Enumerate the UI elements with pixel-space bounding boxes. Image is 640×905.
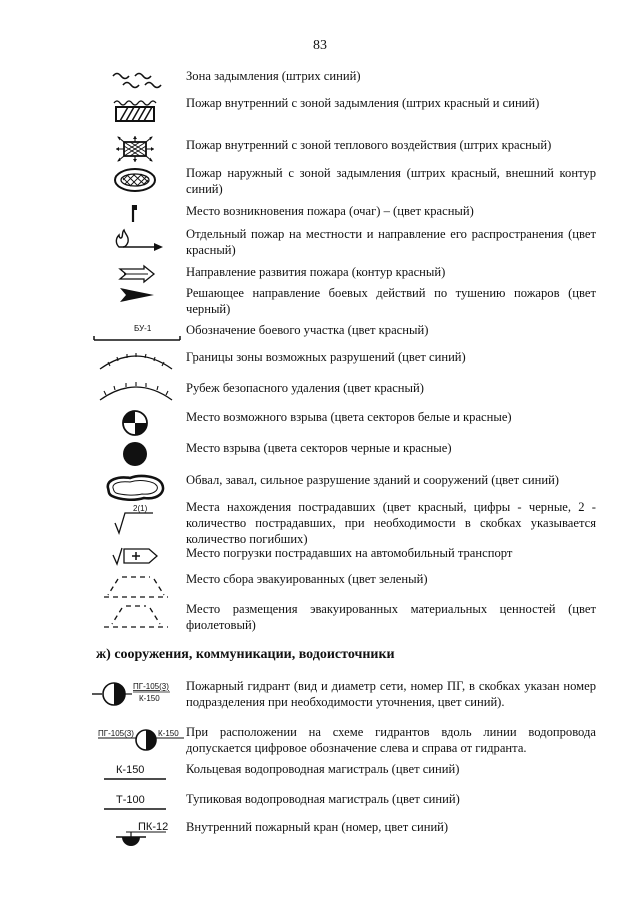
utility-text: Тупиковая водопроводная магистраль (цвет синий)	[186, 792, 460, 806]
combat-section-label: БУ-1	[134, 324, 152, 333]
legend-text: Обозначение боевого участка (цвет красный)	[186, 323, 429, 337]
direction-arrow-outline-icon	[92, 264, 178, 284]
legend-text: Пожар внутренний с зоной задымления (штрих красный и синий)	[186, 96, 540, 110]
legend-text: Обвал, завал, сильное разрушение зданий и сооружений (цвет синий)	[186, 473, 559, 487]
smoke-zone-icon	[92, 68, 178, 90]
ring-main-icon	[86, 761, 186, 785]
collapse-icon	[92, 472, 178, 502]
victims-loading-icon	[92, 545, 178, 567]
safe-distance-icon	[86, 380, 186, 404]
possible-explosion-icon	[92, 409, 178, 437]
utility-text: Кольцевая водопроводная магистраль (цвет синий)	[186, 762, 460, 776]
page-number: 83	[313, 38, 327, 53]
flag-icon	[92, 203, 178, 223]
deadend-main-icon	[86, 791, 186, 815]
victims-label: 2(1)	[133, 504, 148, 513]
fire-tap-icon	[86, 819, 186, 849]
utility-text: При расположении на схеме гидрантов вдоль линии водопровода допускается цифровое обозначение слева и справа от гидранта.	[186, 725, 596, 755]
legend-text: Отдельный пожар на местности и направление его распространения (цвет красный)	[186, 227, 596, 257]
legend-text: Место взрыва (цвета секторов черные и красные)	[186, 441, 452, 455]
legend-text: Направление развития пожара (контур красный)	[186, 265, 446, 279]
external-fire-icon	[92, 165, 178, 195]
hydrant-label-right: К-150	[158, 729, 179, 738]
deadend-main-label: Т-100	[116, 794, 145, 806]
fire-spread-arrow-icon	[92, 226, 178, 254]
legend-text: Решающее направление боевых действий по тушению пожаров (цвет черный)	[186, 286, 596, 316]
utility-text: Пожарный гидрант (вид и диаметр сети, номер ПГ, в скобках указан номер подразделения при необходимости уточнения, цвет синий).	[186, 679, 596, 709]
evacuees-gathering-icon	[86, 571, 186, 601]
fire-tap-label: ПК-12	[138, 821, 169, 833]
valuables-placement-icon	[86, 601, 186, 631]
victims-icon	[92, 499, 178, 539]
legend-text: Место сбора эвакуированных (цвет зеленый)	[186, 572, 428, 586]
hydrant-label-left: ПГ-105(3)	[98, 729, 134, 738]
hydrant-label-top: ПГ-105(3)	[133, 682, 169, 691]
legend-text: Рубеж безопасного удаления (цвет красный)	[186, 381, 424, 395]
section-title: ж) сооружения, коммуникации, водоисточники	[96, 647, 395, 662]
internal-fire-heat-icon	[92, 137, 178, 161]
hydrant-pipeline-icon	[86, 724, 186, 756]
explosion-icon	[92, 440, 178, 468]
internal-fire-smoke-icon	[92, 95, 178, 127]
fire-hydrant-icon	[86, 678, 186, 710]
hydrant-label-bottom: К-150	[139, 694, 160, 703]
decisive-arrow-icon	[92, 285, 178, 305]
ring-main-label: К-150	[116, 764, 145, 776]
legend-text: Места нахождения пострадавших (цвет красный, цифры - черные, 2 - количество пострадавших, при необходимости в скобках указывается количество погибших)	[186, 500, 596, 546]
legend-text: Зона задымления (штрих синий)	[186, 69, 361, 83]
legend-text: Место возникновения пожара (очаг) – (цвет красный)	[186, 204, 474, 218]
legend-text: Пожар наружный с зоной задымления (штрих красный, внешний контур синий)	[186, 166, 596, 196]
utility-text: Внутренний пожарный кран (номер, цвет синий)	[186, 820, 449, 834]
legend-text: Место погрузки пострадавших на автомобильный транспорт	[186, 546, 513, 560]
legend-text: Пожар внутренний с зоной теплового воздействия (штрих красный)	[186, 138, 552, 152]
destruction-boundary-icon	[86, 349, 186, 373]
combat-section-icon	[86, 322, 186, 346]
legend-text: Границы зоны возможных разрушений (цвет синий)	[186, 350, 466, 364]
legend-text: Место возможного взрыва (цвета секторов белые и красные)	[186, 410, 512, 424]
legend-text: Место размещения эвакуированных материальных ценностей (цвет фиолетовый)	[186, 602, 596, 632]
